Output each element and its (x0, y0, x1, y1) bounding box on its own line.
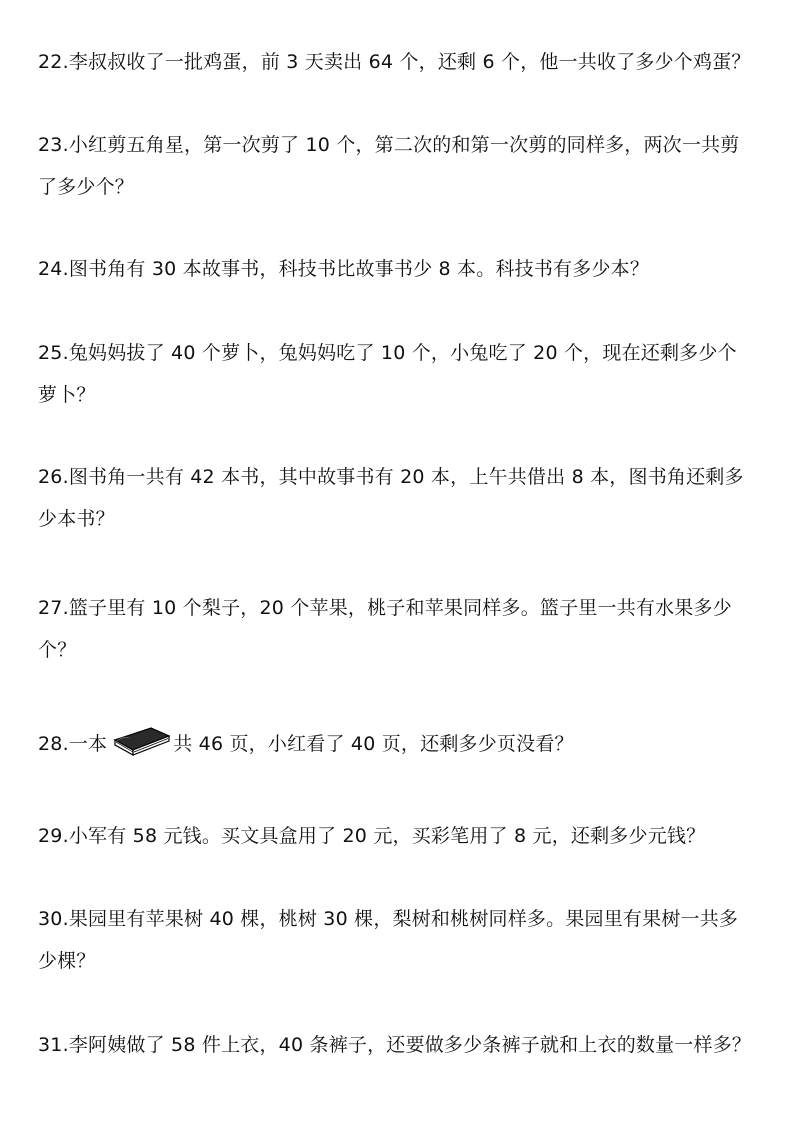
problem-line: 30.果园里有苹果树 40 棵，桃树 30 棵，梨树和桃树同样多。果园里有果树一共多 (38, 908, 739, 930)
problem-line: 少棵？ (38, 950, 96, 972)
problem-29 (38, 815, 768, 857)
problem-line: 个？ (38, 639, 77, 661)
problem-line: 26.图书角一共有 42 本书，其中故事书有 20 本，上午共借出 8 本，图书角还剩多 (38, 466, 744, 488)
problem-22 (38, 41, 768, 83)
problem-23 (38, 124, 768, 208)
problem-line: 了多少个？ (38, 176, 135, 198)
problem-28 (38, 723, 768, 765)
problem-line: 27.篮子里有 10 个梨子，20 个苹果，桃子和苹果同样多。篮子里一共有水果多少 (38, 597, 732, 619)
problem-26 (38, 456, 768, 540)
problem-text-after-icon: 共 46 页，小红看了 40 页，还剩多少页没看？ (173, 733, 574, 755)
problem-line: 23.小红剪五角星，第一次剪了 10 个，第二次的和第一次剪的同样多，两次一共剪 (38, 134, 740, 156)
problem-text-before-icon: 28.一本 (38, 733, 108, 755)
problem-line: 31.李阿姨做了 58 件上衣，40 条裤子，还要做多少条裤子就和上衣的数量一样多？ (38, 1034, 752, 1056)
problem-line: 24.图书角有 30 本故事书，科技书比故事书少 8 本。科技书有多少本？ (38, 258, 650, 280)
problem-30 (38, 898, 768, 982)
problem-25 (38, 332, 768, 416)
problem-line: 少本书？ (38, 508, 115, 530)
problem-24 (38, 248, 768, 290)
problem-line: 25.兔妈妈拔了 40 个萝卜，兔妈妈吃了 10 个，小兔吃了 20 个，现在还剩多少个 (38, 342, 737, 364)
problem-31 (38, 1024, 768, 1066)
problem-line: 22.李叔叔收了一批鸡蛋，前 3 天卖出 64 个，还剩 6 个，他一共收了多少个鸡蛋？ (38, 51, 751, 73)
book-icon (113, 724, 171, 758)
problem-line: 萝卜？ (38, 384, 96, 406)
problem-line: 29.小军有 58 元钱。买文具盒用了 20 元，买彩笔用了 8 元，还剩多少元钱？ (38, 825, 706, 847)
problem-27 (38, 587, 768, 671)
problem-line (38, 723, 768, 765)
